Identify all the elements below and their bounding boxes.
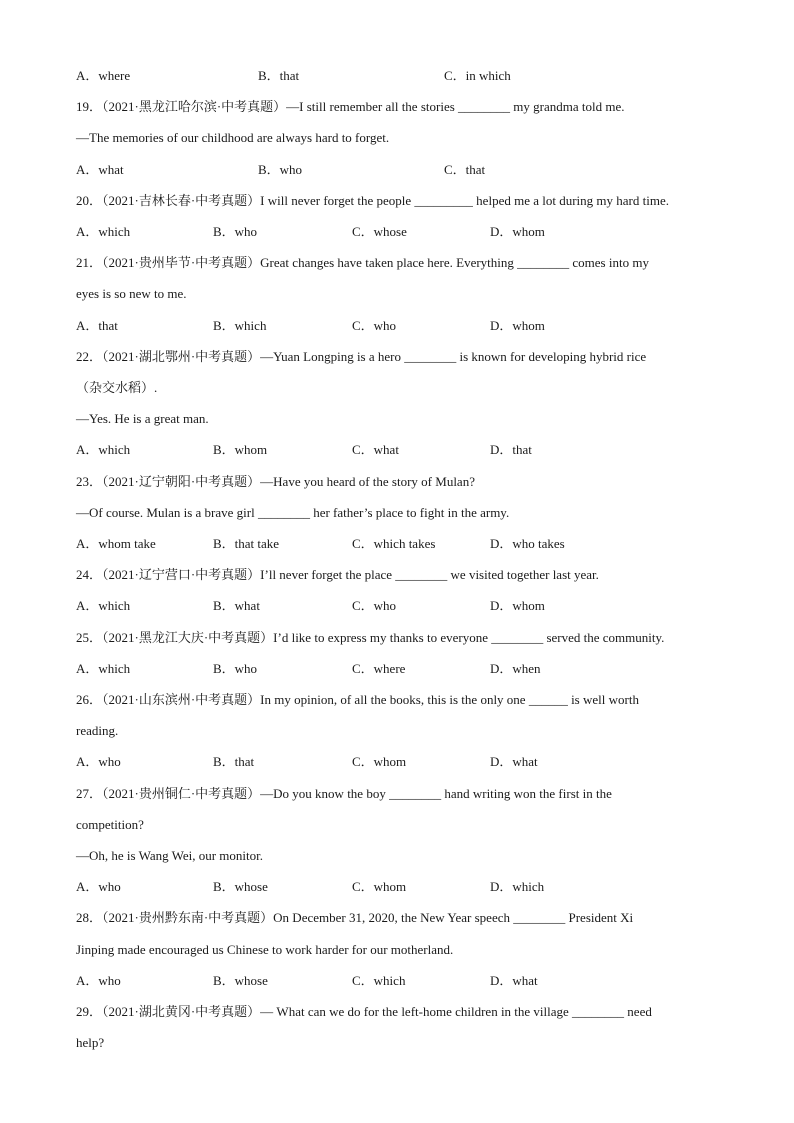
question-22-line [76, 411, 209, 427]
option-c: C．where [352, 660, 406, 676]
question-29-line [76, 1035, 104, 1051]
question-text: —Yes. He is a great man. [76, 411, 209, 427]
question-27-line [76, 848, 263, 864]
option-a: A．that [76, 317, 118, 333]
question-text: —Oh, he is Wang Wei, our monitor. [76, 848, 263, 863]
option-d: D．whom [490, 224, 545, 239]
option-a: A．what [76, 161, 124, 177]
question-number: 23． [76, 473, 103, 489]
question-23-line [76, 505, 509, 521]
question-text: （杂交水稻）. [76, 380, 158, 395]
option-a: A．who [76, 879, 121, 895]
question-text: Jinping made encouraged us Chinese to work harder for our motherland. [76, 941, 454, 957]
question-29-line [76, 1004, 652, 1020]
question-number: 24． [76, 567, 103, 583]
option-c: C．whom [352, 754, 407, 770]
question-text: （2021·湖北黄冈·中考真题）— What can we do for the left-home children in the village ________ need [102, 1004, 652, 1019]
option-b: B．whom [213, 442, 268, 458]
question-26-line [76, 692, 639, 708]
option-b: B．who [213, 660, 258, 676]
option-c: C．which takes [352, 536, 436, 551]
option-c: C．that [444, 161, 486, 177]
option-d: D．whom [490, 598, 545, 614]
question-number: 19． [76, 99, 103, 115]
question-27-line [76, 817, 144, 833]
question-text: （2021·湖北鄂州·中考真题）—Yuan Longping is a hero ________ is known for developing hybrid rice [102, 348, 647, 364]
option-c: C．in which [444, 68, 511, 83]
question-text: eyes is so new to me. [76, 286, 187, 302]
option-b: B．who [258, 161, 303, 177]
question-text: —Of course. Mulan is a brave girl ________ her father’s place to fight in the army. [76, 504, 510, 520]
option-a: A．which [76, 442, 131, 458]
question-number: 25． [76, 629, 103, 645]
option-d: D．who takes [490, 536, 565, 551]
question-22-line [76, 380, 157, 396]
option-c: C．whom [352, 879, 407, 895]
question-text: competition? [76, 816, 144, 832]
question-text: （2021·贵州毕节·中考真题）Great changes have taken place here. Everything ________ comes into my [102, 255, 649, 271]
question-26-line [76, 723, 118, 739]
question-22-line [76, 349, 646, 365]
option-a: A．which [76, 660, 131, 676]
question-text: reading. [76, 723, 119, 739]
option-d: D．which [490, 879, 545, 895]
question-text: （2021·辽宁朝阳·中考真题）—Have you heard of the story of Mulan? [102, 473, 475, 489]
question-number: 28． [76, 910, 103, 926]
option-b: B．what [213, 598, 260, 614]
question-28-line [76, 910, 633, 926]
option-c: C．whose [352, 224, 407, 239]
option-a: A．which [76, 598, 131, 614]
option-c: C．who [352, 598, 397, 614]
question-number: 26． [76, 692, 103, 707]
option-d: D．what [490, 972, 538, 988]
option-d: D．what [490, 754, 538, 770]
question-text: （2021·吉林长春·中考真题）I will never forget the people _________ helped me a lot during my hard time. [102, 192, 669, 208]
question-text: （2021·贵州铜仁·中考真题）—Do you know the boy ________ hand writing won the first in the [102, 785, 612, 801]
question-24-line [76, 567, 599, 583]
question-21-line [76, 286, 186, 302]
question-19-line [76, 99, 624, 115]
option-a: A．whom take [76, 536, 156, 551]
question-text: （2021·山东滨州·中考真题）In my opinion, of all the books, this is the only one ______ is well worth [102, 692, 639, 707]
question-number: 29． [76, 1004, 103, 1019]
option-d: D．when [490, 660, 541, 676]
question-27-line [76, 786, 612, 802]
option-b: B．which [213, 317, 267, 333]
question-28-line [76, 942, 453, 958]
option-c: C．what [352, 442, 399, 458]
option-a: A．which [76, 224, 131, 239]
option-b: B．whose [213, 879, 268, 895]
question-number: 22． [76, 348, 103, 364]
question-text: （2021·贵州黔东南·中考真题）On December 31, 2020, the New Year speech ________ President Xi [102, 910, 634, 926]
option-a: A．where [76, 68, 131, 83]
option-b: B．that [258, 68, 300, 83]
question-text: （2021·辽宁营口·中考真题）I’ll never forget the place ________ we visited together last year. [102, 567, 599, 583]
option-d: D．that [490, 442, 532, 458]
option-c: C．which [352, 972, 406, 988]
question-19-line [76, 130, 389, 146]
option-d: D．whom [490, 317, 545, 333]
option-b: B．that take [213, 536, 280, 551]
question-25-line [76, 630, 664, 646]
question-number: 27． [76, 785, 103, 801]
question-text: （2021·黑龙江大庆·中考真题）I’d like to express my thanks to everyone ________ served the community. [102, 629, 665, 645]
question-text: help? [76, 1035, 105, 1051]
option-b: B．who [213, 224, 258, 239]
question-21-line [76, 255, 649, 271]
question-23-line [76, 474, 475, 490]
option-a: A．who [76, 754, 121, 770]
option-a: A．who [76, 972, 121, 988]
question-number: 21． [76, 255, 103, 271]
question-text: （2021·黑龙江哈尔滨·中考真题）—I still remember all the stories ________ my grandma told me. [102, 99, 625, 115]
question-text: —The memories of our childhood are always hard to forget. [76, 130, 390, 146]
option-c: C．who [352, 317, 397, 333]
option-b: B．whose [213, 972, 268, 988]
question-20-line [76, 193, 669, 209]
question-number: 20． [76, 192, 103, 208]
option-b: B．that [213, 754, 255, 770]
